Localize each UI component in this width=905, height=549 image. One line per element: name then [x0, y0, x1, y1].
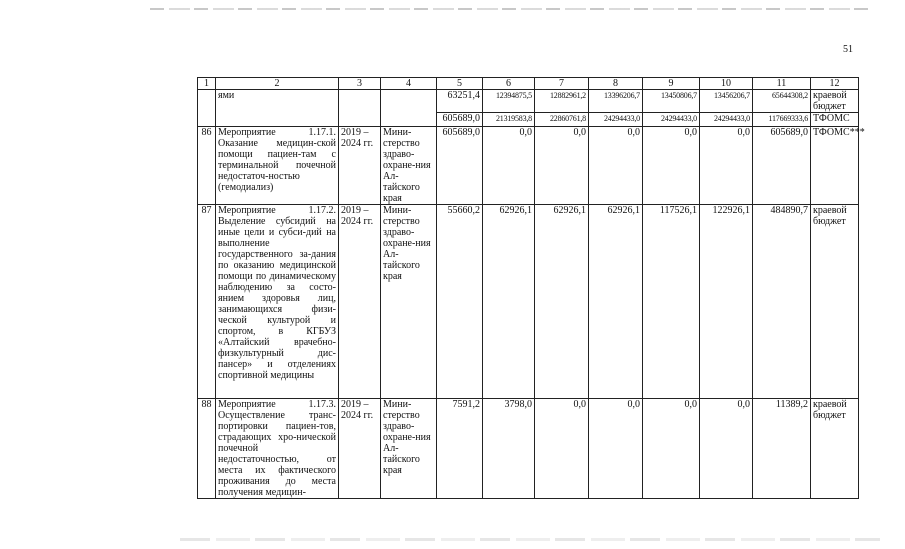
value-cell: 0,0	[589, 127, 643, 205]
value-cell: 7591,2	[437, 399, 483, 499]
column-header: 7	[535, 78, 589, 90]
period-cell: 2019 – 2024 гг.	[339, 399, 381, 499]
name-cell: ями	[216, 90, 339, 127]
row-number: 87	[198, 205, 216, 399]
column-header: 4	[381, 78, 437, 90]
value-cell: 24294433,0	[589, 113, 643, 127]
column-header: 3	[339, 78, 381, 90]
value-cell: 21319583,8	[483, 113, 535, 127]
value-cell: 605689,0	[753, 127, 811, 205]
value-cell: 63251,4	[437, 90, 483, 113]
value-cell: 13456206,7	[700, 90, 753, 113]
name-text: Мероприятие 1.17.3. Осуществление транс-портировки пациен-тов, страдающих хро-нической почечной недостаточностью, от места их фактического проживания до места получения медицин-	[218, 399, 336, 498]
value-cell: 11389,2	[753, 399, 811, 499]
value-cell: 0,0	[535, 399, 589, 499]
value-cell: 0,0	[535, 127, 589, 205]
scan-artifact-bottom	[180, 538, 880, 541]
value-cell: 62926,1	[589, 205, 643, 399]
source-cell: краевой бюджет	[811, 399, 859, 499]
period-cell: 2019 – 2024 гг.	[339, 127, 381, 205]
value-cell: 62926,1	[483, 205, 535, 399]
value-cell: 22860761,8	[535, 113, 589, 127]
name-cell	[216, 399, 339, 499]
value-cell: 0,0	[483, 127, 535, 205]
column-header: 8	[589, 78, 643, 90]
executor-cell: Мини-стерство здраво-охране-ния Ал-тайского края	[381, 399, 437, 499]
source-cell: ТФОМС	[811, 113, 859, 127]
value-cell: 62926,1	[535, 205, 589, 399]
name-cell: Мероприятие 1.17.2. Выделение субсидий на иные цели и субси-дий на выполнение государственного за-дания по оказанию медицинской помощи по динамическому наблюдению за состо-янием здоровья лиц, занимающихся физи-ческой культурой и спортом, в КГБУЗ «Алтайский врачебно-физкультурный дис-пансер» и отделениях спортивной медицины	[216, 205, 339, 399]
value-cell: 0,0	[643, 399, 700, 499]
row-number: 86	[198, 127, 216, 205]
value-cell: 55660,2	[437, 205, 483, 399]
source-cell: краевой бюджет	[811, 90, 859, 113]
column-header: 5	[437, 78, 483, 90]
column-header: 6	[483, 78, 535, 90]
value-cell: 484890,7	[753, 205, 811, 399]
program-table	[197, 77, 865, 499]
table-row	[198, 90, 859, 113]
source-cell: ТФОМС***	[811, 127, 859, 205]
executor-cell: Мини-стерство здраво-охране-ния Ал-тайского края	[381, 205, 437, 399]
value-cell: 0,0	[700, 399, 753, 499]
scan-artifact-top	[150, 8, 870, 10]
table-row	[198, 127, 859, 205]
value-cell: 122926,1	[700, 205, 753, 399]
column-header: 10	[700, 78, 753, 90]
value-cell: 117526,1	[643, 205, 700, 399]
table-row	[198, 399, 859, 499]
table-row	[198, 205, 859, 399]
column-header: 2	[216, 78, 339, 90]
value-cell: 13450806,7	[643, 90, 700, 113]
executor-cell: Мини-стерство здраво-охране-ния Ал-тайского края	[381, 127, 437, 205]
period-cell: 2019 – 2024 гг.	[339, 205, 381, 399]
value-cell: 65644308,2	[753, 90, 811, 113]
value-cell: 24294433,0	[700, 113, 753, 127]
row-number: 88	[198, 399, 216, 499]
value-cell: 24294433,0	[643, 113, 700, 127]
name-cell: Мероприятие 1.17.1. Оказание медицин-ской помощи пациен-там с терминальной почечной недостаточ-ностью (гемодиализ)	[216, 127, 339, 205]
value-cell: 0,0	[589, 399, 643, 499]
value-cell: 0,0	[700, 127, 753, 205]
value-cell: 12394875,5	[483, 90, 535, 113]
column-header: 9	[643, 78, 700, 90]
column-header: 12	[811, 78, 859, 90]
column-header: 11	[753, 78, 811, 90]
value-cell: 0,0	[643, 127, 700, 205]
column-header: 1	[198, 78, 216, 90]
value-cell: 117669333,6	[753, 113, 811, 127]
value-cell: 12882961,2	[535, 90, 589, 113]
page-number: 51	[843, 44, 853, 55]
value-cell: 3798,0	[483, 399, 535, 499]
header-row	[198, 78, 859, 90]
value-cell: 605689,0	[437, 113, 483, 127]
value-cell: 13396206,7	[589, 90, 643, 113]
value-cell: 605689,0	[437, 127, 483, 205]
source-cell: краевой бюджет	[811, 205, 859, 399]
